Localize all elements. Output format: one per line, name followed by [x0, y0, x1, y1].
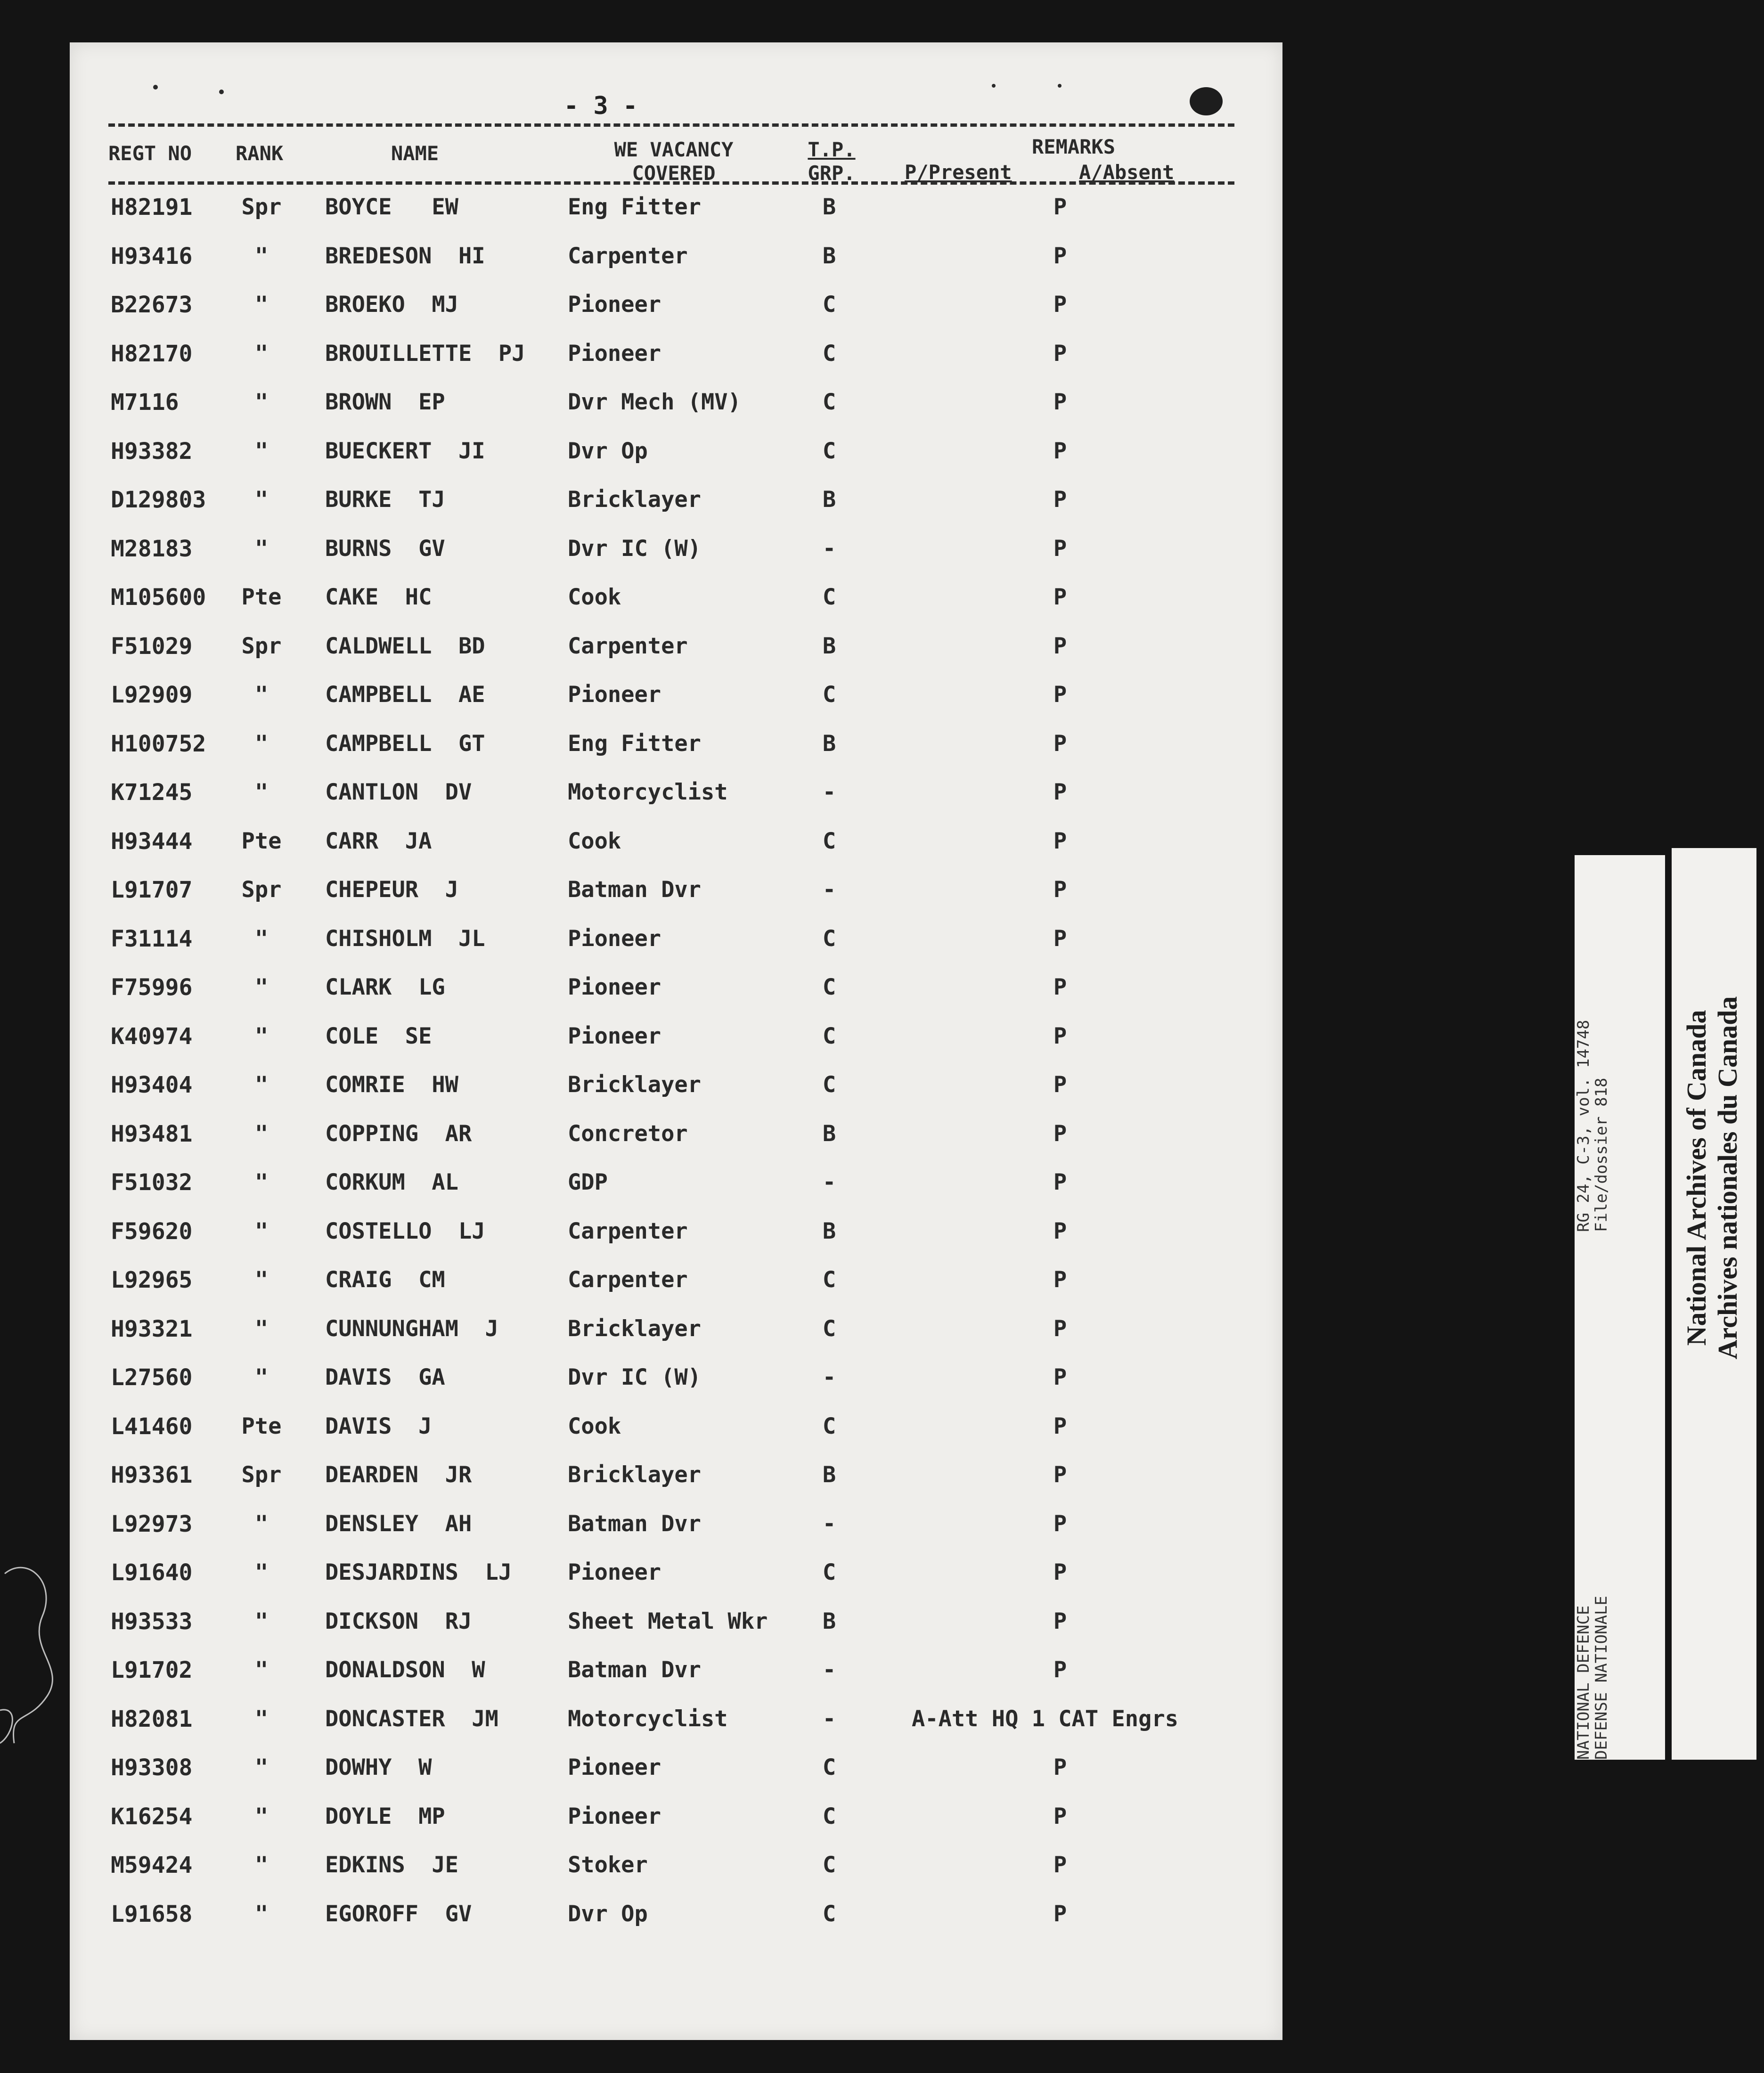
table-row — [0, 1851, 1282, 1893]
table-row — [0, 1071, 1282, 1113]
rank-cell: " — [254, 1510, 269, 1537]
regt-no-cell: H93361 — [111, 1462, 193, 1488]
table-row — [0, 535, 1282, 577]
regt-no-cell: L92909 — [111, 682, 193, 708]
rank-cell: " — [254, 1901, 269, 1927]
remarks-cell: P — [1053, 1315, 1067, 1342]
tp-group-cell: C — [822, 1901, 836, 1927]
vacancy-cell: Pioneer — [568, 292, 662, 318]
name-cell: BUECKERT JI — [325, 438, 485, 464]
table-row — [0, 827, 1282, 870]
tp-group-cell: C — [822, 584, 836, 610]
rank-cell: Spr — [241, 633, 282, 659]
remarks-cell: P — [1053, 1267, 1067, 1293]
vacancy-cell: Batman Dvr — [568, 1510, 701, 1537]
table-row — [0, 1461, 1282, 1503]
vacancy-cell: Pioneer — [568, 1803, 662, 1829]
remarks-cell: P — [1053, 1559, 1067, 1585]
rank-cell: " — [254, 1852, 269, 1878]
tp-group-cell: C — [822, 1267, 836, 1293]
regt-no-cell: M7116 — [111, 389, 179, 416]
vacancy-cell: Bricklayer — [568, 1072, 701, 1098]
rank-cell: " — [254, 1023, 269, 1049]
stamp-reference-file: File/dossier 818 — [1592, 1077, 1611, 1232]
table-row — [0, 486, 1282, 528]
rank-cell: " — [254, 1657, 269, 1683]
table-row — [0, 1315, 1282, 1357]
rank-cell: " — [254, 487, 269, 513]
vacancy-cell: Carpenter — [568, 633, 688, 659]
header-name: NAME — [391, 142, 439, 165]
vacancy-cell: Batman Dvr — [568, 877, 701, 903]
table-row — [0, 1412, 1282, 1455]
paper-speck — [153, 85, 158, 90]
remarks-cell: P — [1053, 1413, 1067, 1439]
regt-no-cell: B22673 — [111, 292, 193, 318]
vacancy-cell: Pioneer — [568, 1023, 662, 1049]
regt-no-cell: L91707 — [111, 877, 193, 903]
vacancy-cell: Carpenter — [568, 1218, 688, 1244]
tp-group-cell: C — [822, 340, 836, 367]
vacancy-cell: Pioneer — [568, 682, 662, 708]
rank-cell: Spr — [241, 877, 282, 903]
regt-no-cell: F31114 — [111, 925, 193, 952]
regt-no-cell: F51029 — [111, 633, 193, 660]
remarks-cell: P — [1053, 1852, 1067, 1878]
remarks-cell: P — [1053, 243, 1067, 269]
name-cell: EDKINS JE — [325, 1852, 458, 1878]
tp-group-cell: B — [822, 1608, 836, 1634]
vacancy-cell: Motorcyclist — [568, 779, 728, 805]
rank-cell: Pte — [241, 1413, 282, 1439]
name-cell: COMRIE HW — [325, 1072, 458, 1098]
stamp-line-defense-nationale: DEFENSE NATIONALE — [1592, 1596, 1611, 1760]
header-bottom-rule — [108, 181, 1234, 185]
name-cell: DAVIS J — [325, 1413, 432, 1439]
remarks-cell: P — [1053, 1755, 1067, 1780]
rank-cell: " — [254, 1706, 269, 1732]
table-row — [0, 388, 1282, 431]
remarks-cell: P — [1053, 730, 1067, 757]
tp-group-cell: B — [822, 1120, 836, 1147]
name-cell: CORKUM AL — [325, 1169, 458, 1195]
regt-no-cell: K40974 — [111, 1023, 193, 1050]
name-cell: CRAIG CM — [325, 1267, 445, 1293]
name-cell: CHISHOLM JL — [325, 925, 485, 952]
remarks-cell: P — [1053, 1657, 1067, 1683]
table-row — [0, 681, 1282, 723]
vacancy-cell: Pioneer — [568, 1559, 662, 1585]
remarks-cell: P — [1053, 1023, 1067, 1049]
tp-group-cell: C — [822, 1315, 836, 1342]
vacancy-cell: Concretor — [568, 1120, 688, 1147]
tp-group-cell: - — [822, 1364, 836, 1390]
remarks-cell: P — [1053, 828, 1067, 854]
table-row — [0, 1510, 1282, 1552]
tp-group-cell: - — [822, 1657, 836, 1683]
remarks-cell: P — [1053, 633, 1067, 659]
regt-no-cell: K71245 — [111, 779, 193, 806]
remarks-cell: P — [1053, 584, 1067, 610]
remarks-cell: P — [1053, 1608, 1067, 1634]
tp-group-cell: - — [822, 779, 836, 805]
table-row — [0, 437, 1282, 480]
tp-group-cell: - — [822, 535, 836, 562]
name-cell: DONCASTER JM — [325, 1706, 498, 1732]
remarks-cell: P — [1053, 1072, 1067, 1098]
header-vacancy-line1: WE VACANCY — [614, 138, 734, 161]
regt-no-cell: M105600 — [111, 584, 206, 611]
name-cell: DESJARDINS LJ — [325, 1559, 512, 1585]
rank-cell: " — [254, 438, 269, 464]
header-tp-line2: GRP. — [808, 162, 856, 185]
regt-no-cell: L27560 — [111, 1364, 193, 1391]
regt-no-cell: L92965 — [111, 1267, 193, 1293]
name-cell: DONALDSON W — [325, 1657, 485, 1683]
table-row — [0, 1803, 1282, 1845]
remarks-cell: P — [1053, 682, 1067, 708]
table-row — [0, 973, 1282, 1016]
name-cell: CARR JA — [325, 828, 432, 854]
vacancy-cell: Batman Dvr — [568, 1657, 701, 1683]
name-cell: DOWHY W — [325, 1755, 432, 1780]
remarks-cell: P — [1053, 1510, 1067, 1537]
tp-group-cell: C — [822, 1072, 836, 1098]
name-cell: CAMPBELL GT — [325, 730, 485, 757]
table-row — [0, 1120, 1282, 1162]
remarks-cell: P — [1053, 389, 1067, 415]
regt-no-cell: M28183 — [111, 535, 193, 562]
name-cell: DEARDEN JR — [325, 1462, 472, 1488]
paper-speck — [1058, 84, 1062, 88]
rank-cell: Spr — [241, 194, 282, 220]
archives-stamp-strip — [1672, 848, 1756, 1760]
vacancy-cell: Pioneer — [568, 974, 662, 1000]
table-row — [0, 1559, 1282, 1601]
rank-cell: " — [254, 389, 269, 415]
stamp-reference-rg: RG 24, C-3, vol. 14748 — [1574, 1020, 1593, 1232]
vacancy-cell: Eng Fitter — [568, 730, 701, 757]
table-row — [0, 1363, 1282, 1406]
name-cell: CANTLON DV — [325, 779, 472, 805]
rank-cell: " — [254, 1608, 269, 1634]
rank-cell: " — [254, 1267, 269, 1293]
table-row — [0, 1754, 1282, 1796]
name-cell: COLE SE — [325, 1023, 432, 1049]
vacancy-cell: Dvr IC (W) — [568, 1364, 701, 1390]
header-regt-no: REGT NO — [108, 142, 192, 165]
name-cell: BROWN EP — [325, 389, 445, 415]
regt-no-cell: H93481 — [111, 1120, 193, 1147]
remarks-cell: P — [1053, 1803, 1067, 1829]
tp-group-cell: C — [822, 828, 836, 854]
name-cell: CLARK LG — [325, 974, 445, 1000]
vacancy-cell: Eng Fitter — [568, 194, 701, 220]
rank-cell: Pte — [241, 828, 282, 854]
name-cell: CALDWELL BD — [325, 633, 485, 659]
regt-no-cell: F51032 — [111, 1169, 193, 1196]
rank-cell: " — [254, 974, 269, 1000]
name-cell: COPPING AR — [325, 1120, 472, 1147]
vacancy-cell: Sheet Metal Wkr — [568, 1608, 768, 1634]
name-cell: DOYLE MP — [325, 1803, 445, 1829]
regt-no-cell: L41460 — [111, 1413, 193, 1440]
tp-group-cell: C — [822, 438, 836, 464]
rank-cell: " — [254, 1755, 269, 1780]
rank-cell: " — [254, 1364, 269, 1390]
regt-no-cell: M59424 — [111, 1852, 193, 1878]
rank-cell: " — [254, 535, 269, 562]
vacancy-cell: Cook — [568, 1413, 621, 1439]
tp-group-cell: - — [822, 877, 836, 903]
regt-no-cell: D129803 — [111, 487, 206, 513]
table-row — [0, 632, 1282, 675]
name-cell: BURNS GV — [325, 535, 445, 562]
rank-cell: " — [254, 682, 269, 708]
tp-group-cell: C — [822, 1413, 836, 1439]
name-cell: BURKE TJ — [325, 487, 445, 513]
regt-no-cell: H82081 — [111, 1706, 193, 1732]
remarks-cell: P — [1053, 779, 1067, 805]
regt-no-cell: F59620 — [111, 1218, 193, 1245]
rank-cell: " — [254, 1803, 269, 1829]
name-cell: COSTELLO LJ — [325, 1218, 485, 1244]
rank-cell: " — [254, 292, 269, 318]
tp-group-cell: C — [822, 682, 836, 708]
rank-cell: Pte — [241, 584, 282, 610]
regt-no-cell: H82170 — [111, 340, 193, 367]
regt-no-cell: H93533 — [111, 1608, 193, 1635]
remarks-cell: P — [1053, 974, 1067, 1000]
paper-speck — [992, 84, 996, 88]
vacancy-cell: Bricklayer — [568, 487, 701, 513]
remarks-cell: P — [1053, 1218, 1067, 1244]
vacancy-cell: Cook — [568, 584, 621, 610]
table-row — [0, 1900, 1282, 1942]
tp-group-cell: - — [822, 1510, 836, 1537]
tp-group-cell: C — [822, 1755, 836, 1780]
header-vacancy-line2: COVERED — [632, 162, 716, 185]
regt-no-cell: H93382 — [111, 438, 193, 465]
remarks-cell: P — [1053, 292, 1067, 318]
rank-cell: " — [254, 730, 269, 757]
table-row — [0, 1168, 1282, 1211]
header-present: P/Present — [905, 161, 1012, 184]
table-row — [0, 1608, 1282, 1650]
vacancy-cell: Stoker — [568, 1852, 648, 1878]
table-row — [0, 1022, 1282, 1065]
vacancy-cell: Cook — [568, 828, 621, 854]
name-cell: BOYCE EW — [325, 194, 458, 220]
vacancy-cell: Motorcyclist — [568, 1706, 728, 1732]
vacancy-cell: Dvr Op — [568, 438, 648, 464]
regt-no-cell: H93321 — [111, 1315, 193, 1342]
name-cell: CAKE HC — [325, 584, 432, 610]
name-cell: CAMPBELL AE — [325, 682, 485, 708]
table-row — [0, 925, 1282, 967]
name-cell: DICKSON RJ — [325, 1608, 472, 1634]
rank-cell: " — [254, 1120, 269, 1147]
name-cell: DAVIS GA — [325, 1364, 445, 1390]
remarks-cell: P — [1053, 1169, 1067, 1195]
table-row — [0, 242, 1282, 285]
tp-group-cell: B — [822, 1218, 836, 1244]
remarks-cell: P — [1053, 925, 1067, 952]
table-row — [0, 340, 1282, 382]
vacancy-cell: Pioneer — [568, 340, 662, 367]
header-remarks: REMARKS — [1032, 135, 1116, 158]
name-cell: DENSLEY AH — [325, 1510, 472, 1537]
table-row — [0, 1266, 1282, 1308]
rank-cell: " — [254, 340, 269, 367]
regt-no-cell: H93404 — [111, 1072, 193, 1098]
vacancy-cell: Dvr Mech (MV) — [568, 389, 741, 415]
rank-cell: Spr — [241, 1462, 282, 1488]
tp-group-cell: C — [822, 1803, 836, 1829]
stamp-archives-nationales: Archives nationales du Canada — [1712, 996, 1743, 1360]
tp-group-cell: C — [822, 1852, 836, 1878]
vacancy-cell: Dvr IC (W) — [568, 535, 701, 562]
vacancy-cell: Carpenter — [568, 1267, 688, 1293]
table-row — [0, 876, 1282, 918]
tp-group-cell: C — [822, 1559, 836, 1585]
tp-group-cell: C — [822, 925, 836, 952]
regt-no-cell: L91640 — [111, 1559, 193, 1586]
table-row — [0, 1656, 1282, 1698]
remarks-cell: P — [1053, 194, 1067, 220]
tp-group-cell: C — [822, 1023, 836, 1049]
remarks-cell: P — [1053, 487, 1067, 513]
header-absent: A/Absent — [1079, 161, 1175, 184]
rank-cell: " — [254, 243, 269, 269]
defence-stamp-strip — [1575, 855, 1665, 1760]
name-cell: BROEKO MJ — [325, 292, 458, 318]
table-row — [0, 291, 1282, 333]
header-top-rule — [108, 123, 1234, 127]
paper-speck — [219, 90, 224, 94]
vacancy-cell: Bricklayer — [568, 1462, 701, 1488]
remarks-cell: P — [1053, 535, 1067, 562]
remarks-cell: P — [1053, 877, 1067, 903]
regt-no-cell: L91702 — [111, 1657, 193, 1683]
tp-group-cell: B — [822, 243, 836, 269]
remarks-cell: P — [1053, 1462, 1067, 1488]
tp-group-cell: B — [822, 487, 836, 513]
tp-group-cell: - — [822, 1169, 836, 1195]
rank-cell: " — [254, 1218, 269, 1244]
regt-no-cell: H93444 — [111, 828, 193, 855]
header-rank: RANK — [236, 142, 284, 165]
table-row — [0, 730, 1282, 772]
table-row — [0, 1705, 1282, 1747]
stamp-line-national-defence: NATIONAL DEFENCE — [1574, 1605, 1593, 1760]
tp-group-cell: B — [822, 1462, 836, 1488]
remarks-cell: P — [1053, 340, 1067, 367]
rank-cell: " — [254, 1559, 269, 1585]
header-tp-line1: T.P. — [808, 138, 856, 161]
rank-cell: " — [254, 925, 269, 952]
vacancy-cell: Dvr Op — [568, 1901, 648, 1927]
name-cell: BREDESON HI — [325, 243, 485, 269]
rank-cell: " — [254, 779, 269, 805]
stray-thread-mark — [0, 1555, 61, 1753]
regt-no-cell: H82191 — [111, 194, 193, 220]
regt-no-cell: H93308 — [111, 1755, 193, 1781]
vacancy-cell: Carpenter — [568, 243, 688, 269]
name-cell: CHEPEUR J — [325, 877, 458, 903]
table-row — [0, 193, 1282, 236]
table-row — [0, 1217, 1282, 1260]
table-row — [0, 583, 1282, 626]
vacancy-cell: Bricklayer — [568, 1315, 701, 1342]
vacancy-cell: Pioneer — [568, 925, 662, 952]
name-cell: CUNNUNGHAM J — [325, 1315, 498, 1342]
tp-group-cell: B — [822, 633, 836, 659]
table-row — [0, 778, 1282, 821]
regt-no-cell: F75996 — [111, 974, 193, 1001]
regt-no-cell: K16254 — [111, 1803, 193, 1830]
remarks-cell: P — [1053, 1120, 1067, 1147]
remarks-cell: A-Att HQ 1 CAT Engrs — [912, 1706, 1178, 1732]
rank-cell: " — [254, 1315, 269, 1342]
regt-no-cell: L92973 — [111, 1510, 193, 1537]
vacancy-cell: GDP — [568, 1169, 608, 1195]
page-number: - 3 - — [564, 92, 638, 120]
tp-group-cell: C — [822, 974, 836, 1000]
tp-group-cell: C — [822, 292, 836, 318]
regt-no-cell: L91658 — [111, 1901, 193, 1927]
stamp-national-archives: National Archives of Canada — [1681, 1010, 1712, 1346]
name-cell: BROUILLETTE PJ — [325, 340, 525, 367]
remarks-cell: P — [1053, 1901, 1067, 1927]
name-cell: EGOROFF GV — [325, 1901, 472, 1927]
tp-group-cell: - — [822, 1706, 836, 1732]
regt-no-cell: H93416 — [111, 243, 193, 269]
rank-cell: " — [254, 1169, 269, 1195]
rank-cell: " — [254, 1072, 269, 1098]
regt-no-cell: H100752 — [111, 730, 206, 757]
remarks-cell: P — [1053, 438, 1067, 464]
punch-hole — [1190, 87, 1223, 115]
remarks-cell: P — [1053, 1364, 1067, 1390]
tp-group-cell: B — [822, 730, 836, 757]
tp-group-cell: B — [822, 194, 836, 220]
vacancy-cell: Pioneer — [568, 1755, 662, 1780]
tp-group-cell: C — [822, 389, 836, 415]
